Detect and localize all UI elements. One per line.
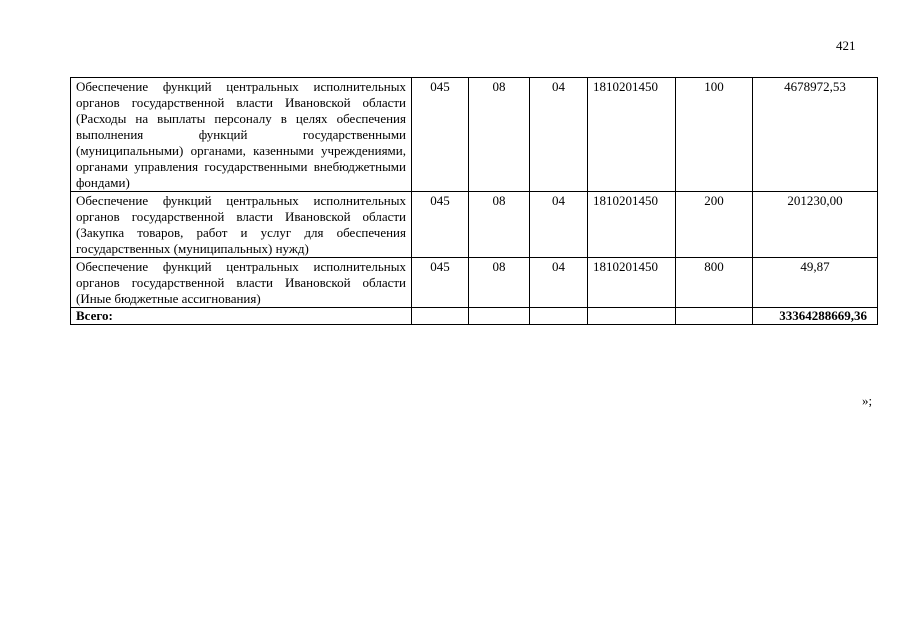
table-row <box>71 78 878 192</box>
row-target-article: 1810201450 <box>588 258 676 308</box>
row-amount: 201230,00 <box>753 192 878 258</box>
row-subsection-code: 04 <box>530 78 588 192</box>
row-name: Обеспечение функций центральных исполнительных органов государственной власти Ивановской области (Расходы на выплаты персоналу в целях обеспечения выполнения функций государственными (муниципальными) органами, казенными учреждениями, органами управления государственными внебюджетными фондами) <box>71 78 412 192</box>
row-target-article: 1810201450 <box>588 192 676 258</box>
empty-cell <box>412 308 469 325</box>
row-ministry-code: 045 <box>412 192 469 258</box>
empty-cell <box>530 308 588 325</box>
page-number: 421 <box>836 38 856 53</box>
row-name: Обеспечение функций центральных исполнительных органов государственной власти Ивановской области (Иные бюджетные ассигнования) <box>71 258 412 308</box>
row-section-code: 08 <box>469 78 530 192</box>
row-expense-type: 800 <box>676 258 753 308</box>
empty-cell <box>469 308 530 325</box>
row-subsection-code: 04 <box>530 192 588 258</box>
empty-cell <box>588 308 676 325</box>
total-amount: 33364288669,36 <box>753 308 878 325</box>
row-expense-type: 200 <box>676 192 753 258</box>
row-ministry-code: 045 <box>412 258 469 308</box>
budget-table <box>70 77 878 325</box>
row-section-code: 08 <box>469 258 530 308</box>
row-target-article: 1810201450 <box>588 78 676 192</box>
closing-quote-mark: »; <box>862 393 873 408</box>
table-row <box>71 258 878 308</box>
row-amount: 4678972,53 <box>753 78 878 192</box>
row-ministry-code: 045 <box>412 78 469 192</box>
total-label: Всего: <box>71 308 412 325</box>
table-row <box>71 192 878 258</box>
total-row <box>71 308 878 325</box>
row-amount: 49,87 <box>753 258 878 308</box>
empty-cell <box>676 308 753 325</box>
row-name: Обеспечение функций центральных исполнительных органов государственной власти Ивановской области (Закупка товаров, работ и услуг для обеспечения государственных (муниципальных) нужд) <box>71 192 412 258</box>
row-expense-type: 100 <box>676 78 753 192</box>
row-subsection-code: 04 <box>530 258 588 308</box>
row-section-code: 08 <box>469 192 530 258</box>
